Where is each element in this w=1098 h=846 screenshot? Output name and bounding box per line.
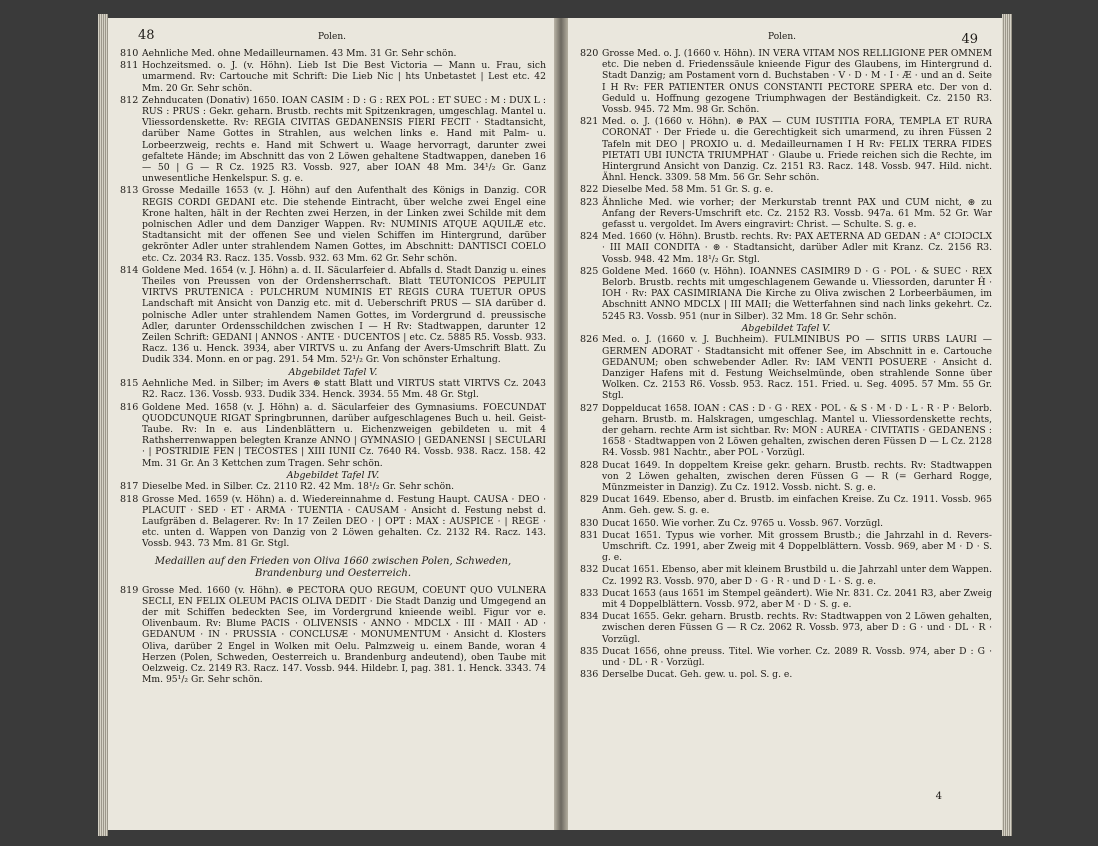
catalog-entry xyxy=(580,564,992,586)
entry-text: Ähnliche Med. wie vorher; der Merkurstab trennt PAX und CUM nicht, ⊛ zu Anfang der Revers-Umschrift etc. Cz. 2152 R3. Vossb. 947a. 61 Mm. 52 Gr. War gefasst u. vergoldet. Im Avers eingravirt: Christ. — Schulte. S. g. e. xyxy=(602,196,992,231)
right-page xyxy=(568,18,1002,830)
entry-text: Grosse Medaille 1653 (v. J. Höhn) auf den Aufenthalt des Königs in Danzig. COR REGIS CORDI GEDANI etc. Die stehende Eintracht, über welche zwei Engel eine Krone halten, hält in der Rechten zwei Herzen, in der Linken zwei Schilde mit dem polnischen Adler und dem Danziger Wappen. Rv: NUMINIS ATQUE AQUILÆ etc. Stadtansicht mit der offenen See und vielen Schiffen im Hintergrund, darüber gekrönter Adler unter strahlendem Namen Gottes, im Abschnitt: DANTISCI COELO etc. Cz. 2034 R3. Racz. 135. Vossb. 932. 63 Mm. 62 Gr. Sehr schön. xyxy=(142,185,546,264)
catalog-entry xyxy=(580,611,992,645)
entry-text: Ducat 1651. Ebenso, aber mit kleinem Brustbild u. die Jahrzahl unter dem Wappen. Cz. 1992 R3. Vossb. 970, aber D · G · R · und D · L · S. g. e. xyxy=(602,564,992,587)
page-edge-right xyxy=(1002,14,1012,836)
entry-number: 821 xyxy=(580,116,599,128)
catalog-entry xyxy=(580,334,992,401)
catalog-entry xyxy=(580,518,992,529)
entry-text: Med. o. J. (1660 v. Höhn). ⊛ PAX — CUM IUSTITIA FORA, TEMPLA ET RURA CORONAT · Der Friede u. die Gerechtigkeit sich umarmend, zu ihren Füssen 2 Tafeln mit DEO | PROXIO u. d. Medailleurnamen I H Rv: FELIX TERRA FIDES PIETATI UBI IUNCTA TRIUMPHAT · Glaube u. Friede reichen sich die Rechte, im Hintergrund Ansicht von Danzig. Cz. 2151 R3. Racz. 148. Vossb. 947. Hild. nicht. Ähnl. Henck. 3309. 58 Mm. 56 Gr. Sehr schön. xyxy=(602,116,992,184)
entry-text: Goldene Med. 1654 (v. J. Höhn) a. d. II. Säcularfeier d. Abfalls d. Stadt Danzig u. eines Theiles von Preussen von der Ordensherrschaft. Blatt TEUTONICOS PEPULIT VIRTVS PRUTENICA : PULCHRUM NUMINIS ET REGIS CURA TUETUR OPUS Landschaft mit Ansicht von Danzig etc. mit d. Ueberschrift PRUS — SIA darüber d. polnische Adler unter strahlendem Namen Gottes, im Vordergrund d. preussische Adler, darunter Ordensschildchen zwischen I — H Rv: Stadtwappen, darunter 12 Zeilen Schrift: GEDANI | ANNOS · ANTE · DUCENTOS | etc. Cz. 5885 R5. Vossb. 933. Racz. 136 u. Henck. 3934, aber VIRTVS u. zu Anfang der Avers-Umschrift Blatt. Zu Dudik 334. Monn. en or pag. 291. 54 Mm. 52¹/₂ Gr. Von schönster Erhaltung. xyxy=(142,264,546,366)
entry-number: 820 xyxy=(580,48,599,59)
entry-number: 817 xyxy=(120,481,139,493)
catalog-entry xyxy=(580,530,992,564)
catalog-entry xyxy=(120,60,546,94)
entry-text: Hochzeitsmed. o. J. (v. Höhn). Lieb Ist Die Best Victoria — Mann u. Frau, sich umarmend. Rv: Cartouche mit Schrift: Die Lieb Nic | hts Unbetastet | Lest etc. 42 Mm. 20 Gr. Sehr schön. xyxy=(142,60,546,94)
entry-text: Doppelducat 1658. IOAN : CAS : D · G · REX · POL · & S · M · D · L · R · P · Belorb. geharn. Brustb. m. Halskragen, umgeschlag. Mantel u. Vliessordenskette rechts, der geharn. rechte Arm ist sichtbar. Rv: MON : AUREA · CIVITATIS · GEDANENS : 1658 · Stadtwappen von 2 Löwen gehalten, zwischen deren Füssen D — L Cz. 2128 R4. Vossb. 981 Nachtr., aber POL · Vorzügl. xyxy=(602,402,992,459)
entry-number: 829 xyxy=(580,494,599,506)
entry-number: 811 xyxy=(120,60,139,72)
entry-text: Zehnducaten (Donativ) 1650. IOAN CASIM : D : G : REX POL : ET SUEC : M : DUX L : RUS : PRUS : Gekr. geharn. Brustb. rechts mit Spitzenkragen, umgeschlag. Mantel u. Vliessordenskette. Rv: REGIA CIVITAS GEDANENSIS FIERI FECIT · Stadtansicht, darüber Name Gottes in Strahlen, aus welchen links e. Hand mit Palm- u. Lorbeerzweig, rechts e. Hand mit Schwert u. Waage hervorragt, darunter zwei gefaltete Hände; im Abschnitt das von 2 Löwen gehaltene Stadtwappen, daneben 16 — 50 | G — R Cz. 1925 R3. Vossb. 927, aber IOAN 48 Mm. 34¹/₂ Gr. Ganz unwesentliche Henkelspur. S. g. e. xyxy=(142,94,546,185)
entry-number: 813 xyxy=(120,185,139,197)
entry-number: 814 xyxy=(120,264,139,276)
entry-number: 835 xyxy=(580,645,599,657)
entry-number: 812 xyxy=(120,94,139,106)
plate-reference: Abgebildet Tafel IV. xyxy=(286,469,380,481)
entry-text: Med. 1660 (v. Höhn). Brustb. rechts. Rv: PAX AETERNA AD GEDAN : A° CIƆIƆCLX · III MAII CONDITA · ⊛ · Stadtansicht, darüber Adler mit Kranz. Cz. 2156 R3. Vossb. 948. 42 Mm. 18¹/₂ Gr. Stgl. xyxy=(602,231,992,265)
catalog-entry xyxy=(580,197,992,231)
entry-number: 822 xyxy=(580,184,599,196)
entry-number: 834 xyxy=(580,611,599,623)
entry-number: 833 xyxy=(580,587,599,599)
entry-number: 828 xyxy=(580,459,599,471)
entry-number: 823 xyxy=(580,196,599,208)
catalog-entry xyxy=(120,402,546,469)
entry-text: Dieselbe Med. 58 Mm. 51 Gr. S. g. e. xyxy=(602,184,774,196)
entry-number: 815 xyxy=(120,378,139,390)
catalog-entry xyxy=(580,494,992,516)
entry-number: 810 xyxy=(120,48,139,59)
plate-reference: Abgebildet Tafel V. xyxy=(288,366,378,378)
entry-text: Ducat 1656, ohne preuss. Titel. Wie vorher. Cz. 2089 R. Vossb. 974, aber D : G · und · DL · R · Vorzügl. xyxy=(602,645,992,669)
entries-group xyxy=(120,378,546,469)
book-gutter xyxy=(554,18,568,830)
entry-number: 818 xyxy=(120,493,139,505)
page-edge-left xyxy=(98,14,108,836)
entry-text: Ducat 1650. Wie vorher. Zu Cz. 9765 u. Vossb. 967. Vorzügl. xyxy=(602,517,884,529)
catalog-entry xyxy=(120,585,546,686)
catalog-entry xyxy=(580,460,992,494)
entry-text: Grosse Med. 1660 (v. Höhn). ⊛ PECTORA QUO REGUM, COEUNT QUO VULNERA SECLI, EN FELIX OLEUM PACIS OLIVA DEDIT · Die Stadt Danzig und Umgegend an der mit Schiffen bedeckten See, im Vordergrund knieende weibl. Figur vor e. Olivenbaum. Rv: Blume PACIS · OLIVENSIS · ANNO · MDCLX · III · MAII · AD · GEDANUM · IN · PRUSSIA · CONCLUSÆ · MONUMENTUM · Ansicht d. Klosters Oliva, darüber 2 Engel in Wolken mit Oelu. Palmzweig u. einem Bande, woran 4 Herzen (Polen, Schweden, Oesterreich u. Brandenburg andeutend), oben Taube mit Oelzweig. Cz. 2149 R3. Racz. 147. Vossb. 944. Hildebr. I, pag. 381. 1. Henck. 3343. 74 Mm. 95¹/₂ Gr. Sehr schön. xyxy=(142,584,546,686)
running-head-left: Polen. xyxy=(318,32,346,42)
catalog-entry xyxy=(120,494,546,550)
entry-number: 831 xyxy=(580,529,599,541)
entry-text: Ducat 1649. In doppeltem Kreise gekr. geharn. Brustb. rechts. Rv: Stadtwappen von 2 Löwen gehalten, zwischen deren Füssen G — R (= Gerhard Rogge, Münzmeister in Danzig). Zu Cz. 1912. Vossb. nicht. S. g. e. xyxy=(602,459,992,494)
signature-mark: 4 xyxy=(935,791,942,802)
catalog-entry xyxy=(580,48,992,115)
catalog-entry xyxy=(580,266,992,322)
catalog-entry xyxy=(580,669,992,680)
catalog-entry xyxy=(580,588,992,610)
entries-group xyxy=(120,481,546,549)
entry-text: Goldene Med. 1660 (v. Höhn). IOANNES CASIMIR9 D · G · POL · & SUEC · REX Belorb. Brustb. rechts mit umgeschlagenem Gewande u. Vliessorden, darunter Ĥ · IOH · Rv: PAX CASIMIRIANA Die Kirche zu Oliva zwischen 2 Lorbeerbäumen, im Abschnitt ANNO MDCLX | III MAII; die Wetterfahnen sind nach links gekehrt. Cz. 5245 R3. Vossb. 951 (nur in Silber). 32 Mm. 18 Gr. Sehr schön. xyxy=(602,265,992,322)
entry-text: Ducat 1651. Typus wie vorher. Mit grossem Brustb.; die Jahrzahl in d. Revers-Umschrift. Cz. 1991, aber Zweig mit 4 Doppelblättern. Vossb. 969, aber M · D · S. g. e. xyxy=(602,529,992,564)
entry-text: Med. o. J. (1660 v. J. Buchheim). FULMINIBUS PO — SITIS URBS LAURI — GERMEN ADORAT · Stadtansicht mit offener See, im Abschnitt in e. Cartouche GEDANUM; oben schwebender Adler. Rv: IAM VENTI POSUERE · Ansicht d. Danziger Hafens mit d. Festung Weichselmünde, oben strahlende Sonne über Wolken. Cz. 2153 R6. Vossb. 953. Racz. 151. Fried. u. Seg. 4095. 57 Mm. 55 Gr. Stgl. xyxy=(602,334,992,402)
entry-text: Grosse Med. 1659 (v. Höhn) a. d. Wiedereinnahme d. Festung Haupt. CAUSA · DEO · PLACUIT · SED · ET · ARMA · TUENTIA · CAUSAM · Ansicht d. Festung nebst d. Laufgräben d. Belagerer. Rv: In 17 Zeilen DEO · | OPT : MAX : AUSPICE · | REGE · etc. unten d. Wappen von Danzig von 2 Löwen gehalten. Cz. 2132 R4. Racz. 143. Vossb. 943. 73 Mm. 81 Gr. Stgl. xyxy=(142,493,546,550)
catalog-entry xyxy=(580,116,992,183)
entry-text: Grosse Med. o. J. (1660 v. Höhn). IN VERA VITAM NOS RELLIGIONE PER OMNEM etc. Die neben d. Friedenssäule knieende Figur des Glaubens, im Hintergrund d. Stadt Danzig; am Postament vorn d. Buchstaben · V · D · M · I · Æ · und an d. Seite I H Rv: FER PATIENTER ONUS CONSTANTI PECTORE SPERA etc. Der von d. Geduld u. Hoffnung gezogene Triumphwagen der Beständigkeit. Cz. 2150 R3. Vossb. 945. 72 Mm. 98 Gr. Schön. xyxy=(602,48,992,116)
entry-number: 816 xyxy=(120,401,139,413)
catalog-entry xyxy=(580,403,992,459)
entry-text: Aehnliche Med. ohne Medailleurnamen. 43 Mm. 31 Gr. Sehr schön. xyxy=(142,48,457,59)
entry-text: Derselbe Ducat. Geh. gew. u. pol. S. g. e. xyxy=(602,669,793,681)
entry-number: 819 xyxy=(120,584,139,596)
entries-group xyxy=(580,48,992,322)
entry-number: 830 xyxy=(580,517,599,529)
entry-number: 824 xyxy=(580,231,599,243)
catalog-entry xyxy=(580,646,992,668)
entry-text: Goldene Med. 1658 (v. J. Höhn) a. d. Säcularfeier des Gymnasiums. FOECUNDAT QUODCUNQUE RIGAT Springbrunnen, darüber aufgeschlagenes Buch u. heil. Geist-Taube. Rv: In e. aus Lindenblättern u. Eichenzweigen gebildeten u. mit 4 Rathsherrenwappen belegten Kranze ANNO | GYMNASIO | GEDANENSI | SECULARI · | POSTRIDIE FEN | TECOSTES | XIII IUNII Cz. 7640 R4. Vossb. 938. Racz. 158. 42 Mm. 31 Gr. An 3 Kettchen zum Tragen. Sehr schön. xyxy=(142,401,546,469)
entry-number: 827 xyxy=(580,402,599,414)
catalog-entry xyxy=(120,185,546,263)
entry-text: Ducat 1649. Ebenso, aber d. Brustb. im einfachen Kreise. Zu Cz. 1911. Vossb. 965 Anm. Geh. gew. S. g. e. xyxy=(602,494,992,517)
page-number-right: 49 xyxy=(961,32,978,47)
entries-group xyxy=(580,334,992,680)
entry-text: Aehnliche Med. in Silber; im Avers ⊛ statt Blatt und VIRTUS statt VIRTVS Cz. 2043 R2. Racz. 136. Vossb. 933. Dudik 334. Henck. 3934. 55 Mm. 48 Gr. Stgl. xyxy=(142,378,546,401)
catalog-entry xyxy=(120,481,546,492)
entries-group xyxy=(120,585,546,686)
left-page xyxy=(108,18,554,830)
running-head-right: Polen. xyxy=(768,32,796,42)
entries-group xyxy=(120,48,546,366)
entry-number: 826 xyxy=(580,334,599,346)
catalog-entry xyxy=(120,48,546,59)
entry-number: 825 xyxy=(580,265,599,277)
entry-text: Dieselbe Med. in Silber. Cz. 2110 R2. 42 Mm. 18¹/₂ Gr. Sehr schön. xyxy=(142,481,455,493)
entry-text: Ducat 1655. Gekr. geharn. Brustb. rechts. Rv: Stadtwappen von 2 Löwen gehalten, zwischen deren Füssen G — R Cz. 2062 R. Vossb. 973, aber D : G · und · DL · R · Vorzügl. xyxy=(602,611,992,645)
plate-reference: Abgebildet Tafel V. xyxy=(741,322,831,334)
section-heading: Medaillen auf den Frieden von Oliva 1660 zwischen Polen, Schweden, Brandenburg und Oesterreich. xyxy=(154,555,512,580)
catalog-entry xyxy=(580,231,992,265)
entry-number: 836 xyxy=(580,669,599,681)
entry-number: 832 xyxy=(580,564,599,576)
catalog-entry xyxy=(120,265,546,366)
entry-text: Ducat 1653 (aus 1651 im Stempel geändert). Wie Nr. 831. Cz. 2041 R3, aber Zweig mit 4 Doppelblättern. Vossb. 972, aber M · D · S. g. e. xyxy=(602,587,992,611)
catalog-entry xyxy=(120,95,546,185)
catalog-entry xyxy=(120,378,546,400)
page-number-left: 48 xyxy=(138,28,155,43)
catalog-entry xyxy=(580,184,992,195)
